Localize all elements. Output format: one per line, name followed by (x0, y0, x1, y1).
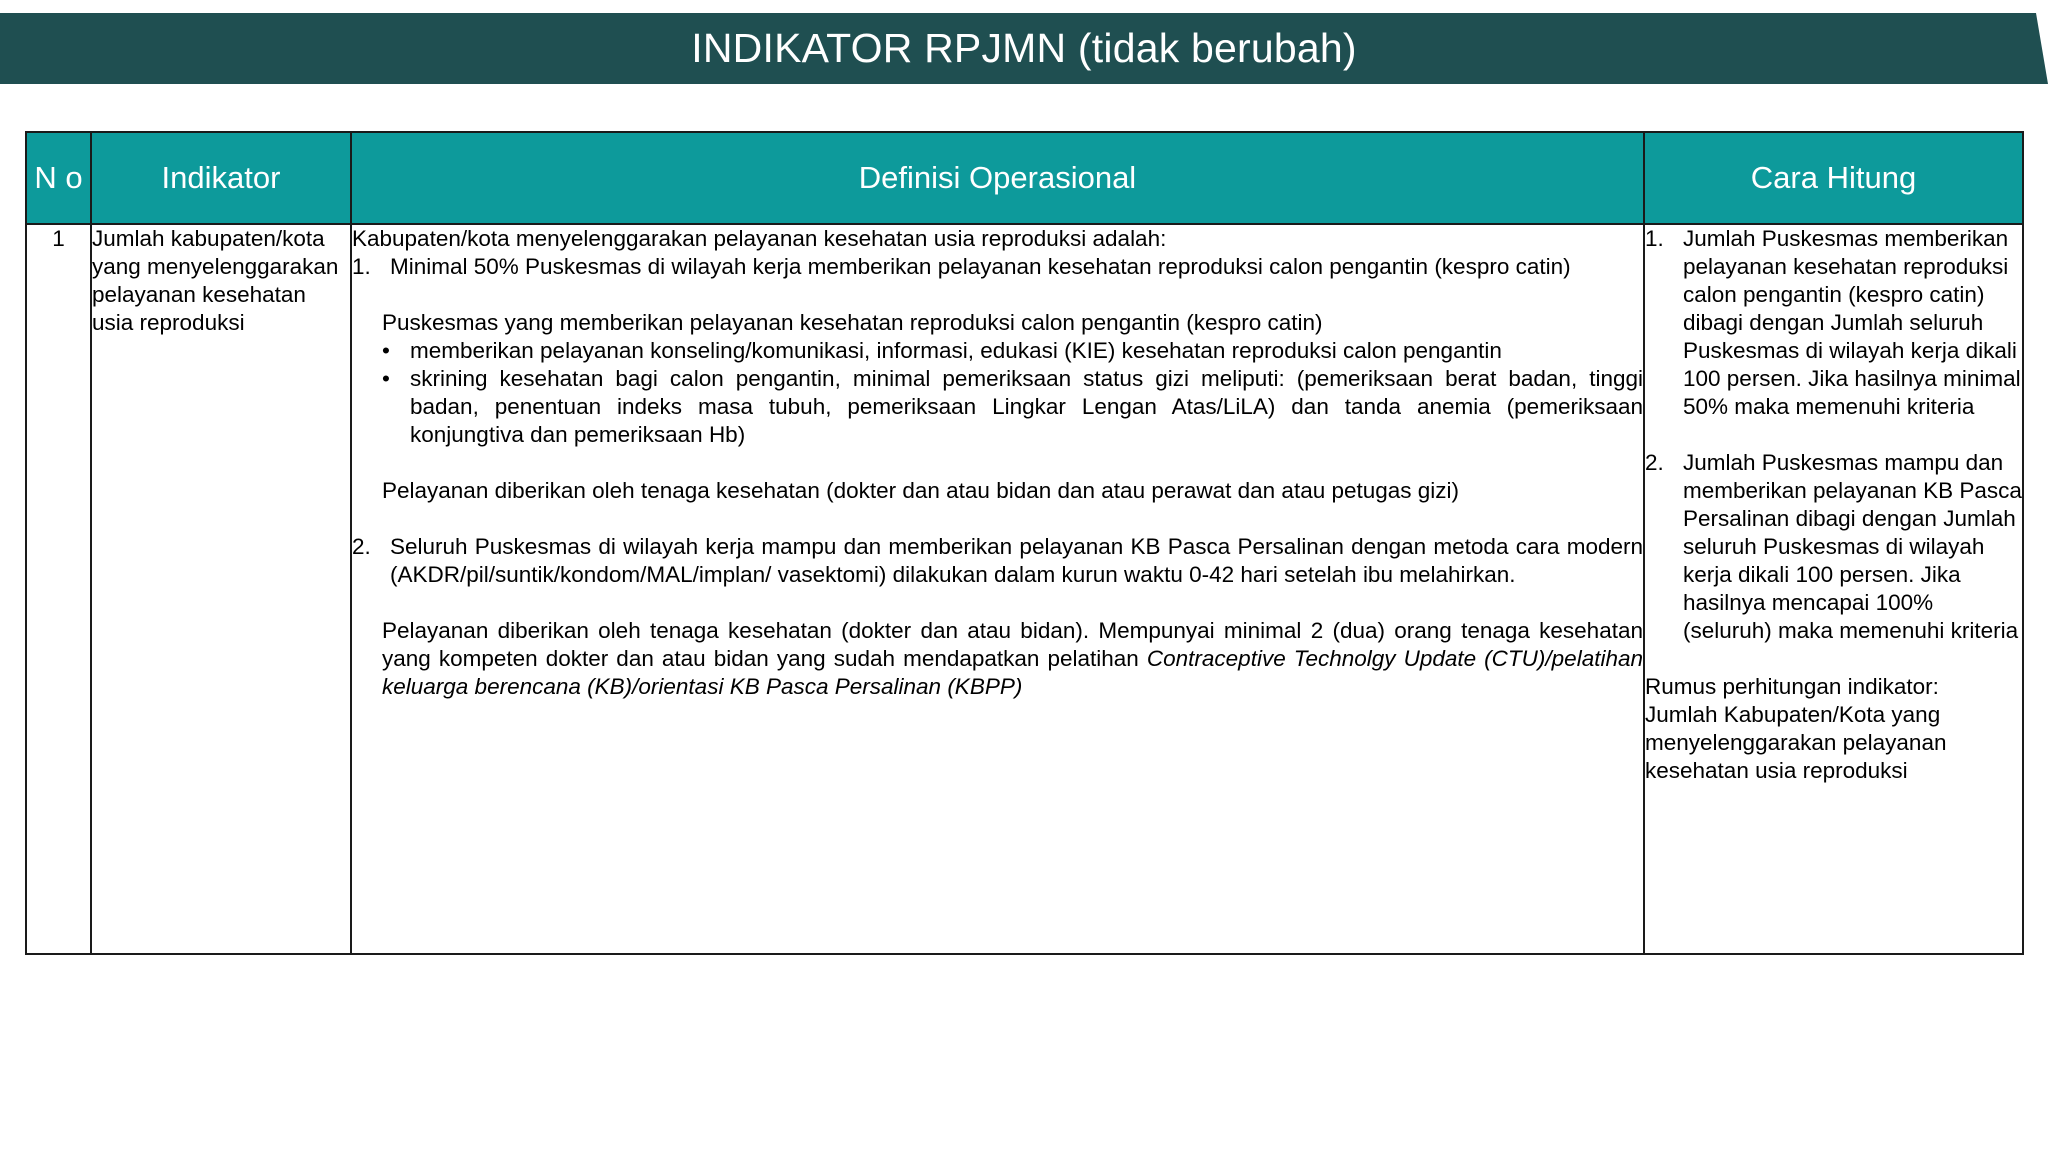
item-text: Jumlah Puskesmas mampu dan memberikan pelayanan KB Pasca Persalinan dibagi dengan Jumlah seluruh Puskesmas di wilayah kerja dikali 100 persen. Jika hasilnya mencapai 100% (seluruh) maka memenuhi kriteria (1683, 450, 2022, 643)
item-number: 1. (352, 254, 371, 279)
sub1-note: Pelayanan diberikan oleh tenaga kesehatan (dokter dan atau bidan dan atau perawat dan atau petugas gizi) (382, 478, 1460, 503)
definisi-item-2 (352, 533, 1643, 589)
bullet-item (352, 365, 1643, 449)
indicator-table (25, 131, 2024, 955)
bullet-item (352, 337, 1643, 365)
item-text: Minimal 50% Puskesmas di wilayah kerja memberikan pelayanan kesehatan reproduksi calon pengantin (kespro catin) (390, 254, 1571, 279)
header-indikator: Indikator (91, 132, 351, 224)
definisi-intro: Kabupaten/kota menyelenggarakan pelayanan kesehatan usia reproduksi adalah: (352, 226, 1167, 251)
bullet-text: memberikan pelayanan konseling/komunikasi, informasi, edukasi (KIE) kesehatan reproduksi calon pengantin (410, 338, 1502, 363)
sub2-note-italic: Contraceptive Technolgy Update (CTU)/pelatihan keluarga berencana (KB)/orientasi KB Pasca Persalinan (KBPP) (382, 646, 1643, 699)
sub2-note-text: Pelayanan diberikan oleh tenaga kesehatan (dokter dan atau bidan). Mempunyai minimal 2 (dua) orang tenaga kesehatan yang kompeten dokter dan atau bidan yang sudah mendapatkan pelatihan (382, 618, 1643, 671)
item-text: Jumlah Puskesmas memberikan pelayanan kesehatan reproduksi calon pengantin (kespro catin) dibagi dengan Jumlah seluruh Puskesmas di wilayah kerja dikali 100 persen. Jika hasilnya minimal 50% maka memenuhi kriteria (1683, 226, 2021, 419)
cara-hitung-cell (1644, 224, 2023, 954)
bullet-icon: • (382, 338, 390, 363)
header-no (26, 132, 91, 224)
cara-item-1 (1645, 225, 2022, 421)
bullet-icon: • (382, 366, 390, 391)
table-row (26, 224, 2023, 954)
bullet-text: skrining kesehatan bagi calon pengantin, minimal pemeriksaan status gizi meliputi: (pemeriksaan berat badan, tinggi badan, penentuan indeks masa tubuh, pemeriksaan Lingkar Lengan Atas/LiLA) dan tanda anemia (pemeriksaan konjungtiva dan pemeriksaan Hb) (410, 366, 1643, 447)
item-number: 1. (1645, 226, 1664, 251)
header-cara-hitung: Cara Hitung (1644, 132, 2023, 224)
header-definisi: Definisi Operasional (351, 132, 1644, 224)
rumus-text: Jumlah Kabupaten/Kota yang menyelenggarakan pelayanan kesehatan usia reproduksi (1645, 702, 1947, 783)
item-text: Seluruh Puskesmas di wilayah kerja mampu dan memberikan pelayanan KB Pasca Persalinan dengan metoda cara modern (AKDR/pil/suntik/kondom/MAL/implan/ vasektomi) dilakukan dalam kurun waktu 0-42 hari setelah ibu melahirkan. (390, 534, 1643, 587)
header-no-label: N o (34, 160, 83, 195)
item-number: 2. (1645, 450, 1664, 475)
cara-item-2 (1645, 449, 2022, 645)
sub2-note (352, 617, 1643, 701)
rumus-title: Rumus perhitungan indikator: (1645, 674, 1939, 699)
definisi-item-1 (352, 253, 1643, 281)
indikator-cell: Jumlah kabupaten/kota yang menyelenggarakan pelayanan kesehatan usia reproduksi (91, 224, 351, 954)
definisi-cell (351, 224, 1644, 954)
page-title: INDIKATOR RPJMN (tidak berubah) (691, 25, 1357, 71)
item-number: 2. (352, 534, 371, 559)
table-header-row (26, 132, 2023, 224)
row-number: 1 (26, 224, 91, 954)
sub1-title: Puskesmas yang memberikan pelayanan kesehatan reproduksi calon pengantin (kespro catin) (382, 310, 1323, 335)
